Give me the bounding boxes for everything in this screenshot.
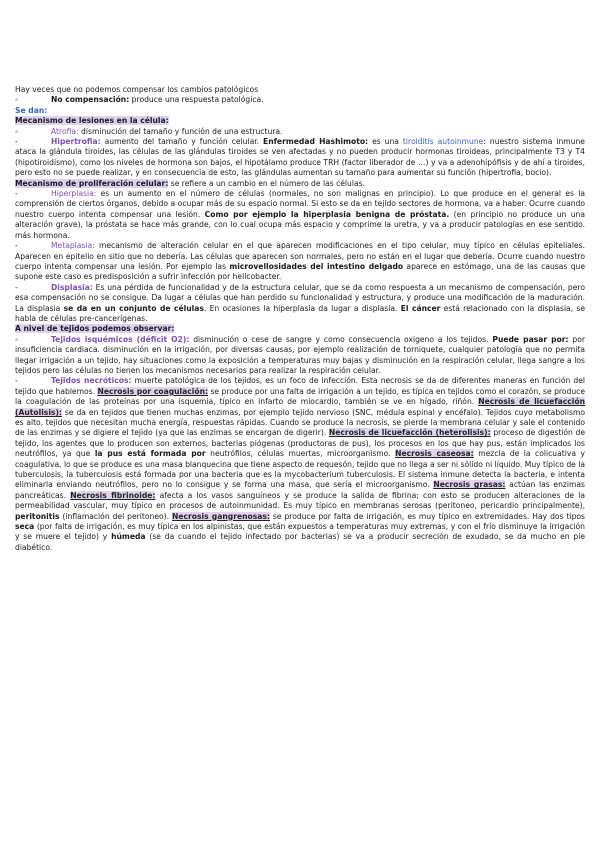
seca-term: seca [15,522,35,532]
displasia-text-2: . En ocasiones la hiperplasia da lugar a displasia. [203,303,401,313]
necroticos-text-2: se produce por una falta de irrigación a un tejido, es típica en tejidos como el corazón, se produce la coagulación de las proteínas por una isquemia, típico en infarto de miocardio, también se ve en hígado, riñón. [15,386,585,407]
necroticos-text-4: proceso de digestión de tejido, los agentes que lo producen son externos, bacterias piógenas (productoras de pus), los procesos en los que hay pus, están implicados los neutrófilos, ya que [15,428,585,459]
metaplasia-label: Metaplasia: [51,241,95,251]
bullet-dash: - [15,95,18,105]
displasia-emphasis: se da en un conjunto de células [63,303,204,313]
necroticos-text-9: (inflamación del peritoneo). [59,511,172,521]
cancer-term: El cáncer [400,303,441,313]
bullet-dash: - [15,137,18,147]
atrofia-text: disminución del tamaño y función de una estructura. [78,126,283,136]
mecanismo-lesiones-label: Mecanismo de lesiones en la célula: [15,116,169,126]
bullet-dash: - [15,376,18,386]
isquemicos-causes-label: Puede pasar por: [492,334,569,344]
no-compensacion-item [15,95,585,105]
bullet-dash: - [15,126,18,136]
mecanismo-lesiones-heading [15,116,585,126]
hipertrofia-label: Hipertrofia: [51,137,101,147]
metaplasia-text-2: aparece en estómago, una de las causas que supone este caso es predisposición a sufrir infección por helicobacter. [15,261,586,282]
intro-line: Hay veces que no podemos compensar los cambios patológicos [15,85,259,94]
bullet-dash: - [15,282,18,292]
necrosis-grasas-term: Necrosis grasas: [433,480,506,490]
hiperplasia-text: es un aumento en el número de células (normales, no son malignas en principio). Lo que produce en el general es la comprensión de ciertos órganos, debido a ocupar más de su espacio normal. Si esto se da en tejido sectores de hormona, va a haber. Ocurre cuando nuestro cuerpo intenta compensar una lesión. [15,189,585,219]
hipertrofia-text: aumento del tamaño y función celular. [100,137,264,147]
necroticos-text-10: se produce por falta de irrigación, es muy típico en extremidades. Hay dos tipos [269,511,585,521]
tiroiditis-term: tiroiditis autoinmune [402,137,484,147]
isquemicos-item [15,335,585,377]
displasia-text-3: está relacionado con la displasia, se habla de células pre-cancerígenas. [15,303,586,323]
bullet-dash: - [15,334,18,344]
necrosis-caseosa-term: Necrosis caseosa: [395,449,474,459]
displasia-item [15,283,585,325]
displasia-text: Es una pérdida de funcionalidad y de la estructura celular, que se da como respuesta a un mecanismo de compensación, pero esa compensación no se consigue. Da lugar a células que han perdido su funcionalidad y estructura, y produce una modificación de la maduración. La displasia [15,282,585,313]
mecanismo-proliferacion-item [15,179,585,189]
necroticos-text-6: mezcla de la colicuativa y coagulativa, lo que se produce es una masa blanquecina que tiene aspecto de requesón, tejido que no llega a ser ni sólido ni líquido. Muy típico de la tuberculosis, la tuberculosis está formada por una bacteria que es la mycobacterium tuberculosis. El sistema inmune detecta la bacteria, e intenta eliminarla enviando neutrófilos, pero no lo consigue y se forma una masa, que sería el microorganismo. [15,449,585,490]
necroticos-label: Tejidos necróticos: [51,376,132,386]
necrosis-autolisis-term: Necrosis de licuefacción (Autolisis): [15,397,585,417]
no-compensacion-text: produce una respuesta patológica. [129,95,264,105]
hashimoto-text-2: : nuestro sistema inmune ataca la glándula tiroides, las células de las glándulas tiroides se ven afectadas y no pueden producir hormonas tiroideas, principalmente T3 y T4 (hipotiroidismo), como los niveles de hormona son bajos, el hipotálamo produce TRH (factor liberador de …) y va a adenohipófisis y de ahí a tiroides, pero esto no se puede realizar, y en consecuencia de esto, las glándulas aumentan su tamaño para aumentar su función (hipertrofia, bocio). [15,137,585,178]
metaplasia-item [15,241,585,283]
necroticos-text-7: actúan las enzimas pancreáticas. [15,480,585,500]
atrofia-item [15,127,585,137]
necroticos-text-12: (se da cuando el tejido infectado por bacterias) se va a producir secreción de exudado, se da mucho en pie diabético. [15,532,585,552]
necrosis-fibrinoide-term: Necrosis fibrinoide: [70,490,156,500]
necroticos-text-8: afecta a los vasos sanguíneos y se produce la salida de fibrina; con esto se producen alteraciones de la permeabilidad vascular, muy típico en procesos de autoinmunidad. Es muy típico en membranas serosas (peritoneo, pericardio principalmente), [15,490,585,511]
metaplasia-text: mecanismo de alteración celular en el que aparecen modificaciones en el tipo celular, muy típico en células epiteliales. Aparecen en epitelio en sitio que no debería. Las células que aparecen son normales, pero no están en el lugar que debería. Ocurre cuando nuestro cuerpo intenta compensar una lesión. Por ejemplo las [15,241,585,271]
document-page [15,85,585,553]
peritonitis-term: peritonitis [15,511,60,521]
bullet-dash: - [15,189,18,199]
no-compensacion-label: No compensación: [51,95,130,105]
necrosis-coagulacion-term: Necrosis por coagulación: [97,386,209,396]
humeda-term: húmeda [111,532,146,542]
nivel-tejidos-label: A nivel de tejidos podemos observar: [15,324,175,334]
atrofia-label: Atrofia: [51,126,79,136]
necroticos-text-5: neutrófilos, células muertas, microorganismo. [205,449,396,459]
isquemicos-text: disminución o cese de sangre y como consecuencia oxigeno a los tejidos. [189,334,493,344]
isquemicos-label: Tejidos isquémicos (déficit O2): [51,334,190,344]
hiperplasia-label: Hiperplasia: [51,189,97,199]
nivel-tejidos-heading [15,324,585,334]
displasia-label: Displasia: [51,282,93,292]
mecanismo-proliferacion-label: Mecanismo de proliferación celular: [15,178,169,188]
isquemicos-text-2: por insuficiencia cardiaca. disminución en la irrigación, por diversas causas, por ejemplo realización de torniquete, cualquier patología que no permita llegar irrigación a un tejido, hay situaciones como la exposición a temperaturas muy bajas y disminución en la respiración celular, llega sangre a los tejidos pero las células no tienen los mecanismos necesarios para realizar la respiración celular. [15,334,585,375]
necrosis-gangrenosas-term: Necrosis gangrenosas: [171,511,270,521]
hiperplasia-text-2: (en principio no produce un una alteración grave), la próstata se hace más grande, con lo cual ocupa más espacio y comprime la uretra, y va a producir patologías en ese sentido. más hormona. [15,209,585,240]
necroticos-text-11: (por falta de irrigación, es muy típica en los alpinistas, que están expuestos a temperaturas muy extremas, y con el frío disminuye la irrigación y se muere el tejido) y [15,522,585,542]
mecanismo-proliferacion-text: se refiere a un cambio en el número de las células. [168,178,365,188]
pus-formada-term: la pus está formada por [94,449,206,459]
necrosis-heterolisis-term: Necrosis de licuefacción (heterolisis): [328,428,491,438]
hipertrofia-item [15,137,585,179]
hiperplasia-item [15,189,585,241]
hashimoto-text: es una [368,137,403,147]
hashimoto-label: Enfermedad Hashimoto: [263,137,369,147]
necroticos-text: muerte patológica de los tejidos, es un foco de infección. Esta necrosis se da de diferentes maneras en función del tejido que hablemos. [15,376,586,396]
necroticos-item [15,376,585,553]
metaplasia-example: microvellosidades del intestino delgado [229,261,404,271]
hiperplasia-example: Como por ejemplo la hiperplasia benigna de próstata. [204,209,450,219]
bullet-dash: - [15,241,18,251]
necroticos-text-3: se da en tejidos que tienen muchas enzimas, por ejemplo tejido nervioso (SNC, médula espinal y encéfalo). Tejidos cuyo metabolismo es alto, tejidos que necesitan mucha energía, respuestas rápidas. Cuando se produce la necrosis, se pierde la membrana celular y sale el contenido de las enzimas y se digiere el tejido (ya que las enzimas se encargan de digerir). [15,407,585,438]
se-dan-heading: Se dan: [15,105,48,115]
